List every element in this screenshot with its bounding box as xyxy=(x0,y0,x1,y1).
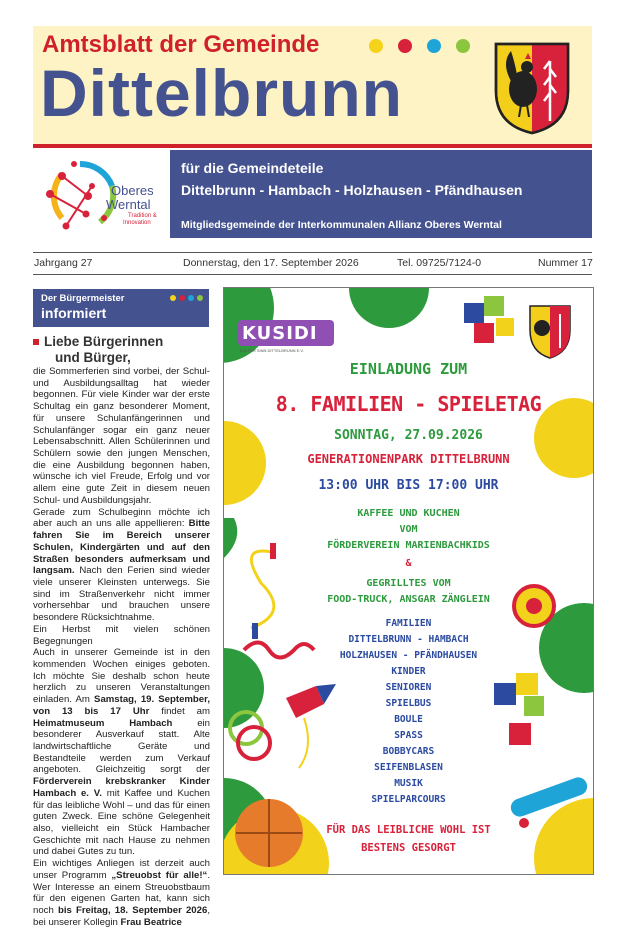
color-dot-yellow xyxy=(369,39,383,53)
logo-line2: Werntal xyxy=(106,197,151,212)
article-paragraph: die Sommerferien sind vorbei, der Schul- und Ausbildungsalltag hat wieder begonnen. Für viele Kinder war der erste Schultag ein ganz besonderer Moment, für unsere Schulanfängerinnen und Schulanfänger sogar ein ganz neuer Lebensabschnitt. Allen Schülerinnen und Schülern sowie den jungen Menschen, die eine Ausbildung begonnen haben, wünsche ich viel Freude, Erfolg und vor allem eine gute Zeit in diesem neuen Schul- und Ausbildungsjahr. xyxy=(33,366,210,506)
mayor-section-line1: Der Bürgermeister xyxy=(41,293,125,304)
poster-list-item: SPIELPARCOURS xyxy=(371,794,446,805)
article-paragraph: Ein wichtiges Anliegen ist derzeit auch unser Programm „Streuobst für alle!“. Wer Interesse an einem Streuobstbaum für den eigenen Garten hat, kann sich noch bis Freitag, 18. September 2026, bei unserer Kollegin Frau Beatrice xyxy=(33,858,210,928)
logo-line1: Oberes xyxy=(111,183,154,198)
coat-of-arms-icon xyxy=(493,41,571,135)
article-paragraph: Ein Herbst mit vielen schönen Begegnungen xyxy=(33,623,210,647)
poster-list-item: MUSIK xyxy=(394,778,423,789)
issue-phone: Tel. 09725/7124-0 xyxy=(397,257,482,269)
poster-time: 13:00 UHR BIS 17:00 UHR xyxy=(318,478,499,493)
section-dot-blue xyxy=(188,295,194,301)
article-body xyxy=(33,366,210,929)
logo-tagline2: Innovation xyxy=(123,220,151,226)
mayor-section-line2: informiert xyxy=(41,305,107,321)
article-paragraph: Gerade zum Schulbeginn möchte ich aber auch an uns alle appellieren: Bitte fahren Sie im Bereich unserer Schulen, Kindergärten und auf den Straßen besonders aufmerksam und langsam. Nach den Ferien sind wieder viele unserer Kleinsten unterwegs. Sie sind im Straßenverkehr nicht immer vorhersehbar und brauchen unsere besondere Rücksichtnahme. xyxy=(33,506,210,624)
poster-invite: EINLADUNG ZUM xyxy=(349,360,468,378)
poster-food5: FOOD-TRUCK, ANSGAR ZÄNGLEIN xyxy=(327,594,490,605)
poster-list-item: DITTELBRUNN - HAMBACH xyxy=(348,634,469,645)
poster-food3: FÖRDERVEREIN MARIENBACHKIDS xyxy=(327,540,490,551)
poster-footer1: FÜR DAS LEIBLICHE WOHL IST xyxy=(326,824,491,836)
poster-list-item: SENIOREN xyxy=(385,682,432,693)
masthead-subtitle: Amtsblatt der Gemeinde xyxy=(42,31,320,58)
banner-for-parts: für die Gemeindeteile xyxy=(181,160,324,176)
section-dot-yellow xyxy=(170,295,176,301)
poster-date: SONNTAG, 27.09.2026 xyxy=(334,428,483,443)
poster-title: 8. FAMILIEN - SPIELETAG xyxy=(275,392,542,416)
kusidi-logo-subtitle: KULTUR SINN DITTELBRUNN E.V. xyxy=(240,348,304,353)
poster-place: GENERATIONENPARK DITTELBRUNN xyxy=(307,452,510,466)
poster-food2: VOM xyxy=(399,524,418,535)
section-dot-green xyxy=(197,295,203,301)
color-dot-red xyxy=(398,39,412,53)
logo-tagline1: Tradition & xyxy=(128,213,157,219)
issue-number: Nummer 17 xyxy=(538,257,593,269)
poster-list-item: HOLZHAUSEN - PFÄNDHAUSEN xyxy=(339,650,478,661)
poster-list-item: SEIFENBLASEN xyxy=(374,762,443,773)
poster-footer2: BESTENS GESORGT xyxy=(361,842,456,854)
masthead-title: Dittelbrunn xyxy=(40,56,403,130)
poster-list-item: SPASS xyxy=(394,730,423,741)
header-rule xyxy=(33,144,592,148)
heading-bullet xyxy=(33,339,39,345)
section-dot-red xyxy=(179,295,185,301)
banner-parts: Dittelbrunn - Hambach - Holzhausen - Pfändhausen xyxy=(181,182,523,198)
issue-volume: Jahrgang 27 xyxy=(34,257,93,269)
color-dot-blue xyxy=(427,39,441,53)
kusidi-logo: KUSIDI xyxy=(242,323,318,344)
banner-membership: Mitgliedsgemeinde der Interkommunalen Allianz Oberes Werntal xyxy=(181,219,502,231)
article-heading: Liebe Bürgerinnen und Bürger, xyxy=(44,334,164,365)
poster-list-item: SPIELBUS xyxy=(385,698,432,709)
color-dot-green xyxy=(456,39,470,53)
poster-food4: GEGRILLTES VOM xyxy=(366,578,451,589)
poster-ampersand: & xyxy=(405,558,412,569)
poster-list-item: FAMILIEN xyxy=(385,618,432,629)
article-paragraph: Auch in unserer Gemeinde ist in den kommenden Wochen einiges geboten. Ich möchte Sie deshalb schon heute herzlich zu unseren Veranstaltungen einladen. Am Samstag, 19. September, von 13 bis 17 Uhr findet am Heimatmuseum Hambach ein besonderer Ausverkauf statt. Alte landwirtschaftliche Geräte und Bestandteile werden zum Verkauf angeboten. Gleichzeitig sorgt der Förderverein krebskranker Kinder Hambach e. V. mit Kaffee und Kuchen für das leibliche Wohl – und das für einen guten Zweck. Eine schöne Gelegenheit also, vielleicht ein Stück Hambacher Geschichte mit nach Hause zu nehmen und dabei Gutes zu tun. xyxy=(33,647,211,858)
poster-food1: KAFFEE UND KUCHEN xyxy=(357,508,460,519)
poster-list-item: BOULE xyxy=(394,714,423,725)
poster-list-item: KINDER xyxy=(391,666,426,677)
event-poster xyxy=(223,287,594,875)
issue-info-bar xyxy=(33,252,592,275)
poster-list-item: BOBBYCARS xyxy=(382,746,435,757)
issue-date: Donnerstag, den 17. September 2026 xyxy=(183,257,359,269)
